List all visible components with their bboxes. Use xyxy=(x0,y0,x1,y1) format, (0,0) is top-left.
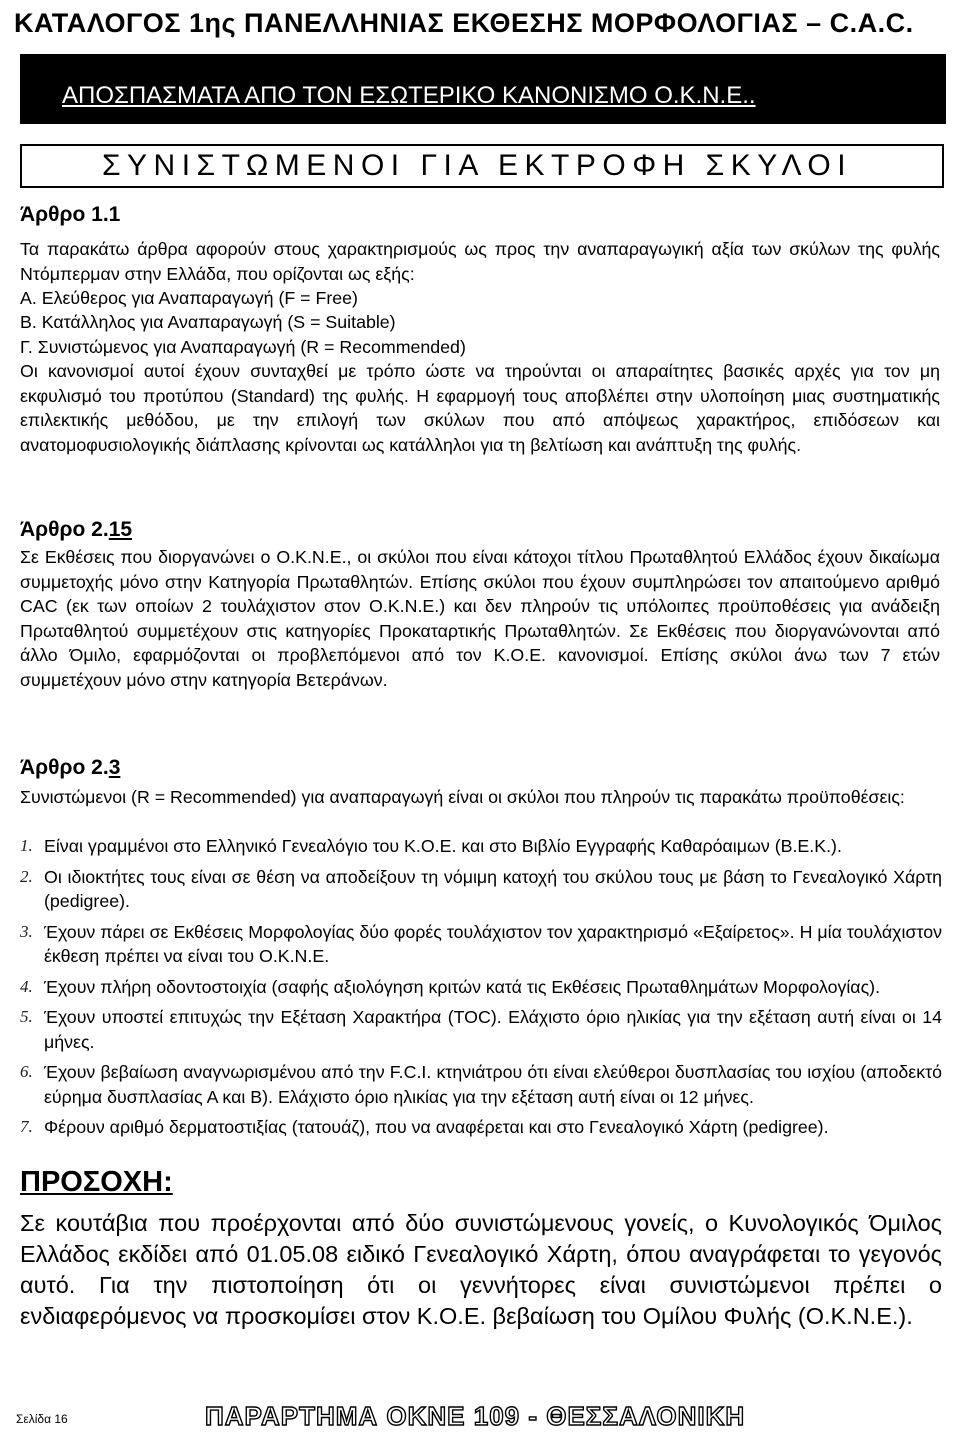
list-item-text: Οι ιδιοκτήτες τους είναι σε θέση να αποδείξουν τη νόμιμη κατοχή του σκύλου τους με βάση το Γενεαλογικό Χάρτη (pedigree). xyxy=(44,866,942,911)
requirements-list xyxy=(20,834,942,1146)
list-item xyxy=(20,865,942,914)
list-item-number: 5. xyxy=(20,1007,33,1026)
banner-text xyxy=(62,82,756,110)
article-2-15-title-number: 15 xyxy=(108,518,133,541)
list-item-text: Έχουν βεβαίωση αναγνωρισμένου από την F.C.I. κτηνιάτρου ότι είναι ελεύθεροι δυσπλασίας του ισχίου (αποδεκτό εύρημα δυσπλασίας Α και Β). Ελάχιστο όριο ηλικίας για την εξέταση αυτή είναι οι 12 μήνες. xyxy=(44,1062,942,1107)
article-2-15-body: Σε Εκθέσεις που διοργανώνει ο Ο.Κ.Ν.Ε., οι σκύλοι που είναι κάτοχοι τίτλου Πρωταθλητού Ελλάδος έχουν δικαίωμα συμμετοχής μόνο στην Κατηγορία Πρωταθλητών. Επίσης σκύλοι που έχουν συμπληρώσει τον απαιτούμενο αριθμό CAC (εκ των οποίων 2 τουλάχιστον στον Ο.Κ.Ν.Ε.) και δεν πληρούν τις υπόλοιπες προϋποθέσεις για ανάδειξη Πρωταθλητού συμμετέχουν στις κατηγορίες Προκαταρτικής Πρωταθλητών. Σε Εκθέσεις που διοργανώνονται από άλλο Όμιλο, εφαρμόζονται οι προβλεπόμενοι από τον Κ.Ο.Ε. κανονισμοί. Επίσης σκύλοι άνω των 7 ετών συμμετέχουν μόνο στην κατηγορία Βετεράνων. xyxy=(20,547,940,690)
banner-link-text: ΑΠΟΣΠΑΣΜΑΤΑ ΑΠΟ ΤΟΝ ΕΣΩΤΕΡΙΚΟ ΚΑΝΟΝΙΣΜΟ Ο.Κ.Ν.Ε. xyxy=(62,82,749,109)
article-2-15-title xyxy=(20,518,132,542)
article-1-1-title: Άρθρο 1.1 xyxy=(20,203,121,226)
list-item-number: 6. xyxy=(20,1062,33,1081)
list-item-number: 4. xyxy=(20,976,33,996)
article-1-1-item-c: Γ. Συνιστώμενος για Αναπαραγωγή (R = Recommended) xyxy=(20,337,466,357)
page-number: Σελίδα 16 xyxy=(16,1412,68,1426)
list-item-number: 2. xyxy=(20,866,33,886)
list-item xyxy=(20,1005,942,1054)
list-item-text: Φέρουν αριθμό δερματοστιξίας (τατουάζ), που να αναφέρεται και στο Γενεαλογικό Χάρτη (pedigree). xyxy=(44,1117,829,1137)
article-2-3-title-prefix: Άρθρο 2. xyxy=(20,756,109,779)
article-1-1-intro: Τα παρακάτω άρθρα αφορούν στους χαρακτηρισμούς ως προς την αναπαραγωγική αξία των σκύλων της φυλής Ντόμπερμαν στην Ελλάδα, που ορίζονται ως εξής: xyxy=(20,239,940,284)
article-1-1-item-a: Α. Ελεύθερος για Αναπαραγωγή (F = Free) xyxy=(20,288,358,308)
warning-text: Σε κουτάβια που προέρχονται από δύο συνιστώμενους γονείς, ο Κυνολογικός Όμιλος Ελλάδος εκδίδει από 01.05.08 ειδικό Γενεαλογικό Χάρτη, όπου αναγράφεται το γεγονός αυτό. Για την πιστοποίηση ότι οι γεννήτορες είναι συνιστώμενοι πρέπει ο ενδιαφερόμενος να προσκομίσει στον Κ.Ο.Ε. βεβαίωση του Ομίλου Φυλής (Ο.Κ.Ν.Ε.). xyxy=(20,1210,942,1329)
catalog-title: ΚΑΤΑΛΟΓΟΣ 1ης ΠΑΝΕΛΛΗΝΙΑΣ ΕΚΘΕΣΗΣ ΜΟΡΦΟΛΟΓΙΑΣ – C.A.C. xyxy=(14,8,914,38)
list-item xyxy=(20,1060,942,1109)
banner-suffix: . xyxy=(748,82,756,109)
article-2-3-intro: Συνιστώμενοι (R = Recommended) για αναπαραγωγή είναι οι σκύλοι που πληρούν τις παρακάτω προϋποθέσεις: xyxy=(20,787,905,807)
article-2-15-title-prefix: Άρθρο 2. xyxy=(20,518,109,541)
list-item-text: Έχουν υποστεί επιτυχώς την Εξέταση Χαρακτήρα (TOC). Ελάχιστο όριο ηλικίας για την εξέταση αυτή είναι οι 14 μήνες. xyxy=(44,1007,942,1052)
list-item-text: Έχουν πλήρη οδοντοστοιχία (σαφής αξιολόγηση κριτών κατά τις Εκθέσεις Πρωταθλημάτων Μορφολογίας). xyxy=(44,976,881,997)
article-2-3-title-number: 3 xyxy=(108,756,121,779)
list-item-number: 7. xyxy=(20,1117,33,1136)
list-item-text: Έχουν πάρει σε Εκθέσεις Μορφολογίας δύο φορές τουλάχιστον τον χαρακτηρισμό «Εξαίρετος». Η μία τουλάχιστον έκθεση πρέπει να είναι του Ο.Κ.Ν.Ε. xyxy=(44,921,942,966)
article-1-1-item-b: Β. Κατάλληλος για Αναπαραγωγή (S = Suitable) xyxy=(20,312,396,332)
list-item-number: 1. xyxy=(20,836,33,855)
list-item xyxy=(20,975,942,1000)
list-item-number: 3. xyxy=(20,921,33,941)
footer-appendix-title: ΠΑΡΑΡΤΗΜΑ ΟΚΝΕ 109 - ΘΕΣΣΑΛΟΝΙΚΗ xyxy=(205,1401,746,1431)
list-item xyxy=(20,920,942,969)
excerpts-banner xyxy=(20,54,946,124)
section-heading-box xyxy=(20,144,944,188)
warning-title: ΠΡΟΣΟΧΗ: xyxy=(20,1166,173,1198)
list-item xyxy=(20,1115,942,1140)
section-heading: ΣΥΝΙΣΤΩΜΕΝΟΙ ΓΙΑ ΕΚΤΡΟΦΗ ΣΚΥΛΟΙ xyxy=(102,149,853,182)
article-1-1-body: Οι κανονισμοί αυτοί έχουν συνταχθεί με τρόπο ώστε να τηρούνται οι απαραίτητες βασικές αρχές για τον μη εκφυλισμό του προτύπου (Standard) της φυλής. Η εφαρμογή τους αποβλέπει στην υλοποίηση μιας συστηματικής επιλεκτικής μεθόδου, με την επιλογή των σκύλων που από απόψεως χαρακτήρος, επιδόσεων και ανατομοφυσιολογικής διάπλασης κρίνονται ως κατάλληλοι για τη βελτίωση και ανάπτυξη της φυλής. xyxy=(20,361,940,455)
article-2-3-title xyxy=(20,756,120,780)
list-item xyxy=(20,834,942,859)
list-item-text: Είναι γραμμένοι στο Ελληνικό Γενεαλόγιο του Κ.Ο.Ε. και στο Βιβλίο Εγγραφής Καθαρόαιμων (Β.Ε.Κ.). xyxy=(44,836,842,856)
